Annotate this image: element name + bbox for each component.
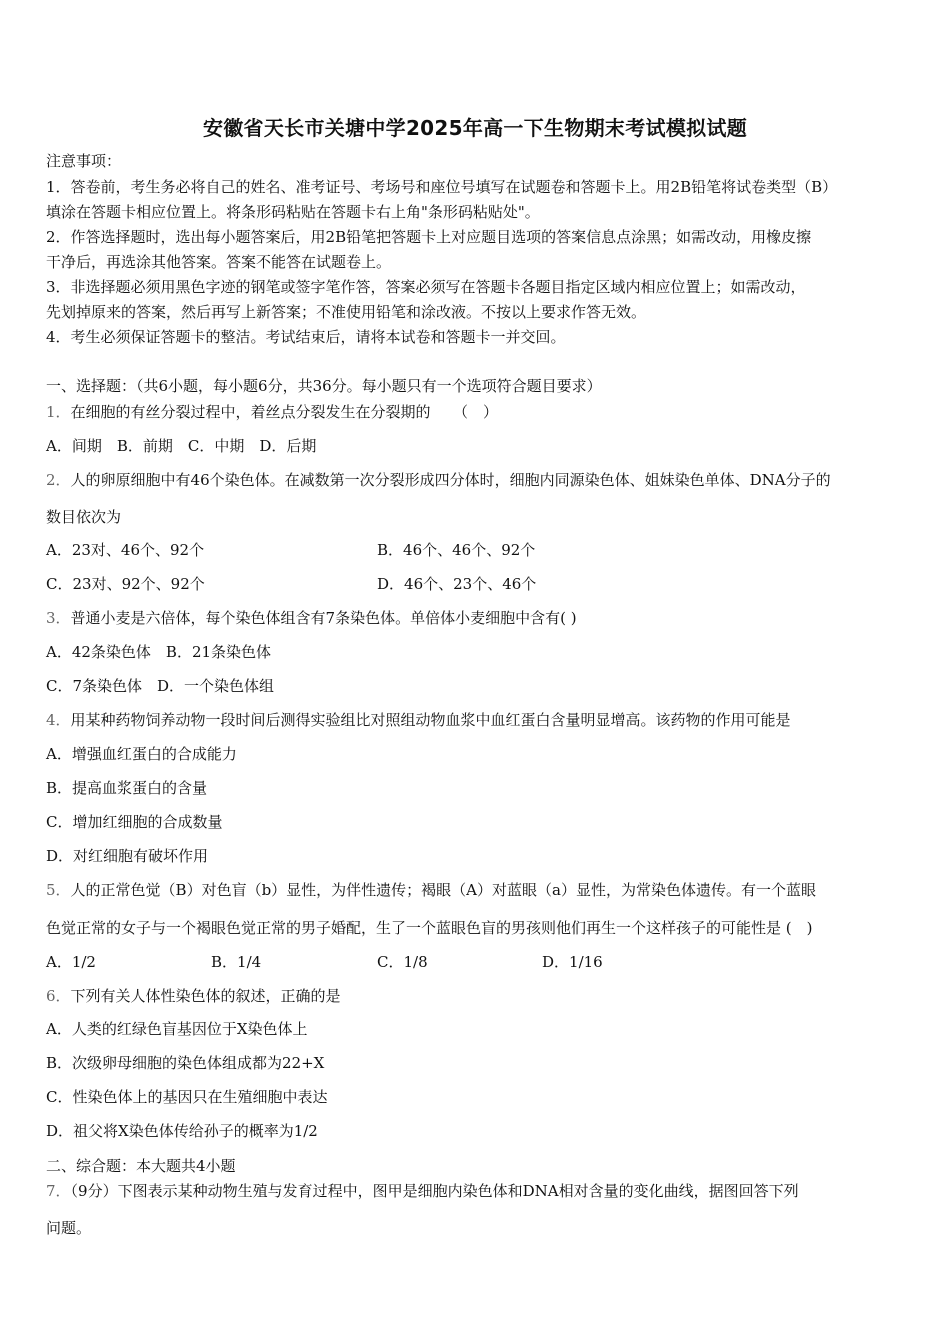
question-3-options-cd: C．7条染色体 D．一个染色体组 (46, 677, 275, 695)
question-4-option-b: B．提高血浆蛋白的含量 (46, 779, 208, 797)
question-5-option-d: D．1/16 (542, 953, 603, 971)
question-4-option-d: D．对红细胞有破坏作用 (46, 847, 209, 865)
question-4 (46, 710, 791, 730)
question-4-option-c: C．增加红细胞的合成数量 (46, 813, 223, 831)
question-4-option-a: A．增强血红蛋白的合成能力 (46, 745, 237, 763)
question-5-text-cont: 色觉正常的女子与一个褐眼色觉正常的男子婚配，生了一个蓝眼色盲的男孩则他们再生一个这样孩子的可能性是 ( ) (46, 919, 813, 937)
notice-line-1: 1．答卷前，考生务必将自己的姓名、准考证号、考场号和座位号填写在试题卷和答题卡上。用2B铅笔将试卷类型（B） (46, 178, 838, 196)
question-number: 6． (46, 987, 71, 1005)
notice-line-5: 3．非选择题必须用黑色字迹的钢笔或签字笔作答，答案必须写在答题卡各题目指定区域内相应位置上；如需改动， (46, 278, 806, 296)
question-2-option-d: D．46个、23个、46个 (377, 575, 537, 593)
question-text: 在细胞的有丝分裂过程中，着丝点分裂发生在分裂期的 （ ） (70, 403, 499, 421)
question-2-option-b: B．46个、46个、92个 (377, 541, 536, 559)
question-number: 2． (46, 471, 71, 489)
question-3 (46, 608, 577, 628)
question-6 (46, 986, 341, 1006)
question-7 (46, 1181, 799, 1201)
question-text: 下列有关人体性染色体的叙述，正确的是 (70, 987, 341, 1005)
question-number: 3． (46, 609, 71, 627)
section-2-heading: 二、综合题：本大题共4小题 (46, 1157, 236, 1175)
question-5-option-a: A．1/2 (46, 953, 96, 971)
question-text: 普通小麦是六倍体，每个染色体组含有7条染色体。单倍体小麦细胞中含有( ) (70, 609, 577, 627)
question-1 (46, 402, 498, 422)
question-text: 用某种药物饲养动物一段时间后测得实验组比对照组动物血浆中血红蛋白含量明显增高。该药物的作用可能是 (70, 711, 791, 729)
question-number: 1． (46, 403, 71, 421)
notice-line-2: 填涂在答题卡相应位置上。将条形码粘贴在答题卡右上角"条形码粘贴处"。 (46, 203, 540, 221)
question-3-options-ab: A．42条染色体 B．21条染色体 (46, 643, 272, 661)
question-text: 人的卵原细胞中有46个染色体。在减数第一次分裂形成四分体时，细胞内同源染色体、姐妹染色单体、DNA分子的 (70, 471, 831, 489)
question-2-text-cont: 数目依次为 (46, 508, 122, 526)
notice-heading: 注意事项： (46, 152, 122, 170)
notice-line-7: 4．考生必须保证答题卡的整洁。考试结束后，请将本试卷和答题卡一并交回。 (46, 328, 566, 346)
question-2-option-a: A．23对、46个、92个 (46, 541, 205, 559)
question-6-option-d: D．祖父将X染色体传给孙子的概率为1/2 (46, 1122, 318, 1140)
question-1-options: A．间期 B．前期 C．中期 D．后期 (46, 437, 317, 455)
question-7-text-cont: 问题。 (46, 1219, 92, 1237)
question-6-option-b: B．次级卵母细胞的染色体组成都为22+X (46, 1054, 325, 1072)
question-text: 人的正常色觉（B）对色盲（b）显性，为伴性遗传；褐眼（A）对蓝眼（a）显性，为常染色体遗传。有一个蓝眼 (70, 881, 816, 899)
question-number: 4． (46, 711, 71, 729)
question-6-option-a: A．人类的红绿色盲基因位于X染色体上 (46, 1020, 308, 1038)
question-2 (46, 470, 831, 490)
question-number: 7． (46, 1182, 71, 1200)
question-5 (46, 880, 816, 900)
question-2-option-c: C．23对、92个、92个 (46, 575, 205, 593)
page-title: 安徽省天长市关塘中学2025年高一下生物期末考试模拟试题 (202, 116, 748, 140)
notice-line-3: 2．作答选择题时，选出每小题答案后，用2B铅笔把答题卡上对应题目选项的答案信息点涂黑；如需改动，用橡皮擦 (46, 228, 812, 246)
section-1-heading: 一、选择题：（共6小题，每小题6分，共36分。每小题只有一个选项符合题目要求） (46, 377, 602, 395)
question-text: （9分）下图表示某种动物生殖与发育过程中，图甲是细胞内染色体和DNA相对含量的变化曲线，据图回答下列 (70, 1182, 799, 1200)
question-5-option-c: C．1/8 (377, 953, 428, 971)
question-6-option-c: C．性染色体上的基因只在生殖细胞中表达 (46, 1088, 328, 1106)
question-number: 5． (46, 881, 71, 899)
notice-line-6: 先划掉原来的答案，然后再写上新答案；不准使用铅笔和涂改液。不按以上要求作答无效。 (46, 303, 647, 321)
notice-line-4: 干净后，再选涂其他答案。答案不能答在试题卷上。 (46, 253, 392, 271)
question-5-option-b: B．1/4 (211, 953, 262, 971)
